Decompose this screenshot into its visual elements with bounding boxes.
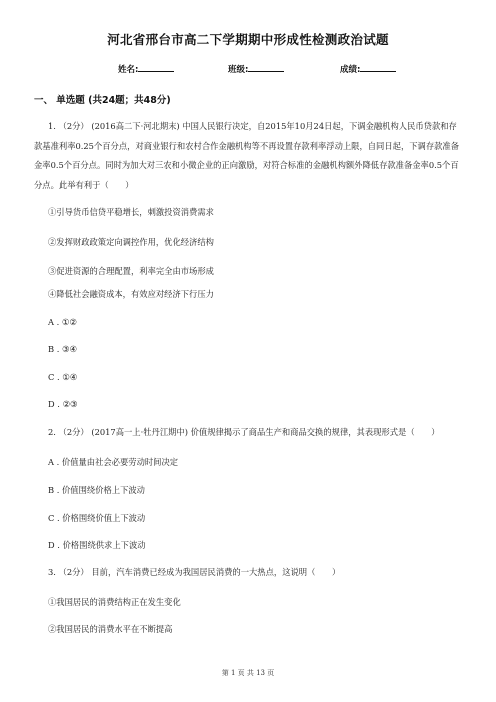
student-info-row	[0, 62, 496, 76]
q2-option-b: B . 价值围绕价格上下波动	[48, 485, 145, 495]
q2-option-d: D . 价格围绕供求上下波动	[48, 540, 146, 550]
name-label: 姓名:	[118, 65, 139, 75]
question-2-text: 2. （2分） (2017高一上·牡丹江期中) 价值规律揭示了商品生产和商品交换的规律，其表现形式是（ ）	[48, 427, 440, 437]
q3-statement-2: ②我国居民的消费水平在不断提高	[48, 624, 173, 634]
name-blank	[138, 62, 174, 72]
page-footer: 第 1 页 共 13 页	[221, 669, 275, 677]
class-label: 班级:	[228, 65, 249, 75]
q1-option-a: A . ①②	[48, 317, 77, 327]
q1-option-d: D . ②③	[48, 399, 78, 409]
q1-option-b: B . ③④	[48, 344, 77, 354]
name-field	[118, 62, 174, 75]
score-blank	[360, 62, 396, 72]
question-3-text: 3. （2分） 目前，汽车消费已经成为我国居民消费的一大热点，这说明（ ）	[48, 567, 341, 577]
score-field	[340, 62, 396, 75]
q1-option-c: C . ①④	[48, 372, 78, 382]
class-blank	[248, 62, 284, 72]
q2-option-a: A . 价值量由社会必要劳动时间决定	[48, 457, 179, 467]
section-heading: 一、 单选题 (共24题；共48分)	[34, 95, 171, 106]
q2-option-c: C . 价格围绕价值上下波动	[48, 513, 146, 523]
q1-statement-1: ①引导货币信贷平稳增长，刺激投资消费需求	[48, 207, 214, 217]
page-title: 河北省邢台市高二下学期期中形成性检测政治试题	[107, 32, 389, 47]
question-1-text: 1. （2分） (2016高二下·河北期末) 中国人民银行决定，自2015年10月24日起，下调金融机构人民币贷款和存款基准利率0.25个百分点，对商业银行和农村合作金融机构等不再设置存款利率浮动上限，自同日起，下调存款准备金率0.5个百分点。同时为加大对三农和小微企业的正向激励，对符合标准的金融机构额外降低存款准备金率0.5个百分点。此举有利于（ ）	[34, 121, 460, 190]
q1-statement-3: ③促进资源的合理配置，利率完全由市场形成	[48, 266, 214, 276]
q1-statement-2: ②发挥财政政策定向调控作用，优化经济结构	[48, 237, 214, 247]
score-label: 成绩:	[340, 65, 361, 75]
class-field	[228, 62, 284, 75]
q3-statement-1: ①我国居民的消费结构正在发生变化	[48, 597, 181, 607]
q1-statement-4: ④降低社会融资成本，有效应对经济下行压力	[48, 289, 214, 299]
